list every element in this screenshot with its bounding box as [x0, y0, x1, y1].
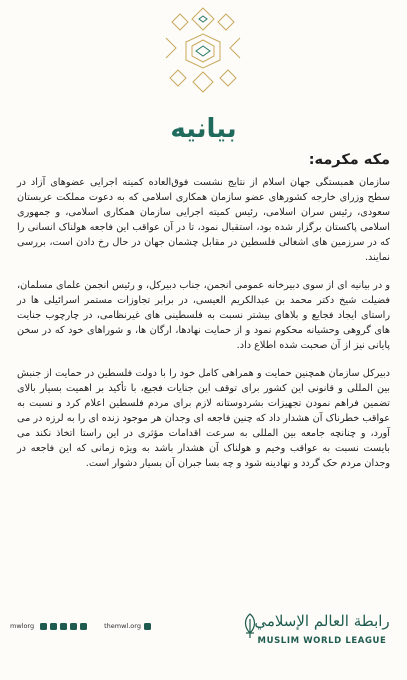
website-link[interactable]	[104, 622, 151, 630]
mwl-emblem-icon	[241, 613, 259, 639]
telegram-icon[interactable]	[80, 623, 87, 630]
statement-body	[17, 152, 390, 484]
social-handle[interactable]: mwlorg	[10, 622, 35, 630]
social-links	[10, 622, 151, 630]
x-icon[interactable]	[50, 623, 57, 630]
logo-english-name: MUSLIM WORLD LEAGUE	[257, 636, 387, 646]
paragraph-2: و در بیانیه ای از سوی دبیرخانه عمومی انجمن، جناب دبیرکل، و رئیس انجمن علمای مسلمان، فضیلت شیخ دکتر محمد بن عبدالکریم العیسی، در برابر تجاوزات مستمر اسرائیلی ها در راستای ایجاد فجایع و بلاهای بیشتر نسبت به فلسطینی های غیرنظامی، در چارچوب جنایت های گروهی وحشیانه محکوم نمود و از حمایت نهادها، ارگان ها، و شوراهای خود که در سخن پایانی نیز از آن صحبت شده اطلاع داد.	[17, 280, 390, 351]
salutation: مکه مکرمه:	[308, 152, 390, 168]
paragraph-3: دبیرکل سازمان همچنین حمایت و همراهی کامل خود را با دولت فلسطین در حمایت از جنبش بین المللی و قانونی این کشور برای توقف این جنایات فجیع، با تأکید بر اهمیت بسیار بالای تضمین فراهم نمودن تجهیزات بشردوستانه لازم برای مردم فلسطین اعلام کرد و نسبت به عواقب خطرناک آن هشدار داد که چنین فاجعه ای وجدان هر موجود زنده ای را به لرزه در می آورد، و چنانچه جامعه بین المللی به سرعت اقدامات مؤثری در این راستا اتخاذ نکند می بایست نسبت به عواقب وخیم و هولناک آن هشدار باشد به ویژه زمانی که این فاجعه در وجدان مردم حک گردد و نهادینه شود و چه بسا جبران آن بسیار دشوار است.	[17, 368, 390, 469]
footer	[10, 608, 397, 664]
facebook-icon[interactable]	[70, 623, 77, 630]
website-url[interactable]: themwl.org	[104, 622, 141, 630]
decorative-ornament	[0, 0, 407, 100]
instagram-icon[interactable]	[40, 623, 47, 630]
globe-icon	[144, 623, 151, 630]
youtube-icon[interactable]	[60, 623, 67, 630]
page-title: بیانیه	[170, 114, 237, 144]
mwl-logo	[247, 608, 397, 664]
paragraph-1: سازمان همبستگی جهان اسلام از نتایج نشست فوق‌العاده کمیته اجرایی عضوهای آزاد در سطح وزرای خارجه کشورهای عضو سازمان همکاری اسلامی که به دعوت مملکت عربستان سعودی، رئیس سران اسلامی، رئیس کمیته اجرایی سازمان همکاری اسلامی، و جمهوری اسلامی پاکستان برگزار شده بود، استقبال نمود، تا در آن عواقب این فاجعه هولناک انسانی را که در سرزمین های اشغالی فلسطین در مقابل چشمان جهان در حال رخ دادن است، بررسی نمایند.	[17, 177, 390, 263]
logo-arabic-name: رابطة العالم الإسلامي	[254, 612, 390, 630]
